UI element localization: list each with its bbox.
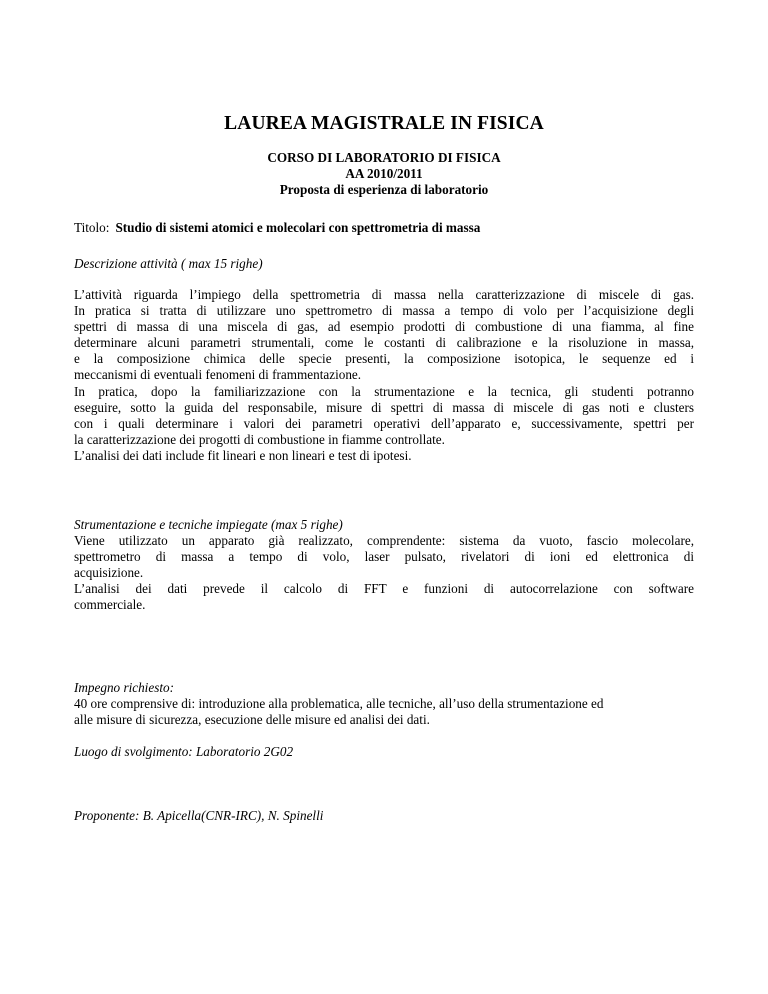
proposal-heading: Proposta di esperienza di laboratorio bbox=[279, 182, 489, 197]
strumentazione-line: acquisizione. bbox=[74, 565, 144, 581]
impegno-label: Impegno richiesto: bbox=[74, 680, 174, 695]
document-title: LAUREA MAGISTRALE IN FISICA bbox=[224, 113, 544, 134]
descrizione-line: spettri di massa di una miscela di gas, ad esempio prodotti di combustione di una fiamma, al fine bbox=[74, 319, 694, 335]
titolo-label: Titolo: bbox=[74, 220, 110, 235]
descrizione-text bbox=[74, 287, 694, 464]
descrizione-line: con i quali determinare i valori dei parametri operativi dell’apparato e, successivamente, spettri per bbox=[74, 415, 694, 431]
titolo-line bbox=[74, 220, 480, 236]
descrizione-line: la caratterizzazione dei progotti di combustione in fiamme controllate. bbox=[74, 431, 445, 447]
strumentazione-line: spettrometro di massa a tempo di volo, laser pulsato, rivelatori di ioni ed elettronica di bbox=[74, 549, 694, 565]
strumentazione-label: Strumentazione e tecniche impiegate (max 5 righe) bbox=[74, 517, 343, 532]
descrizione-line: determinare alcuni parametri strumentali, come le costanti di calibrazione e la risoluzione in massa, bbox=[74, 335, 694, 351]
strumentazione-text bbox=[74, 533, 694, 613]
descrizione-line: In pratica si tratta di utilizzare uno spettrometro di massa a tempo di volo per l’acquisizione degli bbox=[74, 303, 694, 319]
titolo-value: Studio di sistemi atomici e molecolari con spettrometria di massa bbox=[115, 220, 481, 235]
strumentazione-line: commerciale. bbox=[74, 597, 146, 613]
academic-year: AA 2010/2011 bbox=[345, 166, 423, 181]
course-header bbox=[74, 150, 694, 198]
descrizione-line: eseguire, sotto la guida del responsabile, misure di spettri di massa di miscele di gas noti e clusters bbox=[74, 399, 694, 415]
impegno-line: 40 ore comprensive di: introduzione alla problematica, alle tecniche, all’uso della strumentazione ed bbox=[74, 696, 604, 711]
descrizione-line: meccanismi di eventuali fenomeni di frammentazione. bbox=[74, 367, 362, 383]
proponente-line: Proponente: B. Apicella(CNR-IRC), N. Spinelli bbox=[74, 808, 324, 823]
impegno-line: alle misure di sicurezza, esecuzione delle misure ed analisi dei dati. bbox=[74, 712, 430, 728]
strumentazione-line: L’analisi dei dati prevede il calcolo di FFT e funzioni di autocorrelazione con software bbox=[74, 581, 694, 597]
course-name: CORSO DI LABORATORIO DI FISICA bbox=[267, 150, 501, 165]
luogo-line: Luogo di svolgimento: Laboratorio 2G02 bbox=[74, 744, 294, 759]
strumentazione-line: Viene utilizzato un apparato già realizzato, comprendente: sistema da vuoto, fascio molecolare, bbox=[74, 533, 694, 548]
descrizione-label: Descrizione attività ( max 15 righe) bbox=[74, 256, 263, 271]
impegno-text bbox=[74, 696, 694, 728]
descrizione-line: L’analisi dei dati include fit lineari e non lineari e test di ipotesi. bbox=[74, 447, 412, 463]
descrizione-line: L’attività riguarda l’impiego della spettrometria di massa nella caratterizzazione di miscele di gas. bbox=[74, 287, 694, 302]
descrizione-line: e la composizione chimica delle specie presenti, la composizione isotopica, le sequenze ed i bbox=[74, 351, 694, 367]
descrizione-line: In pratica, dopo la familiarizzazione con la strumentazione e la tecnica, gli studenti potranno bbox=[74, 383, 694, 399]
